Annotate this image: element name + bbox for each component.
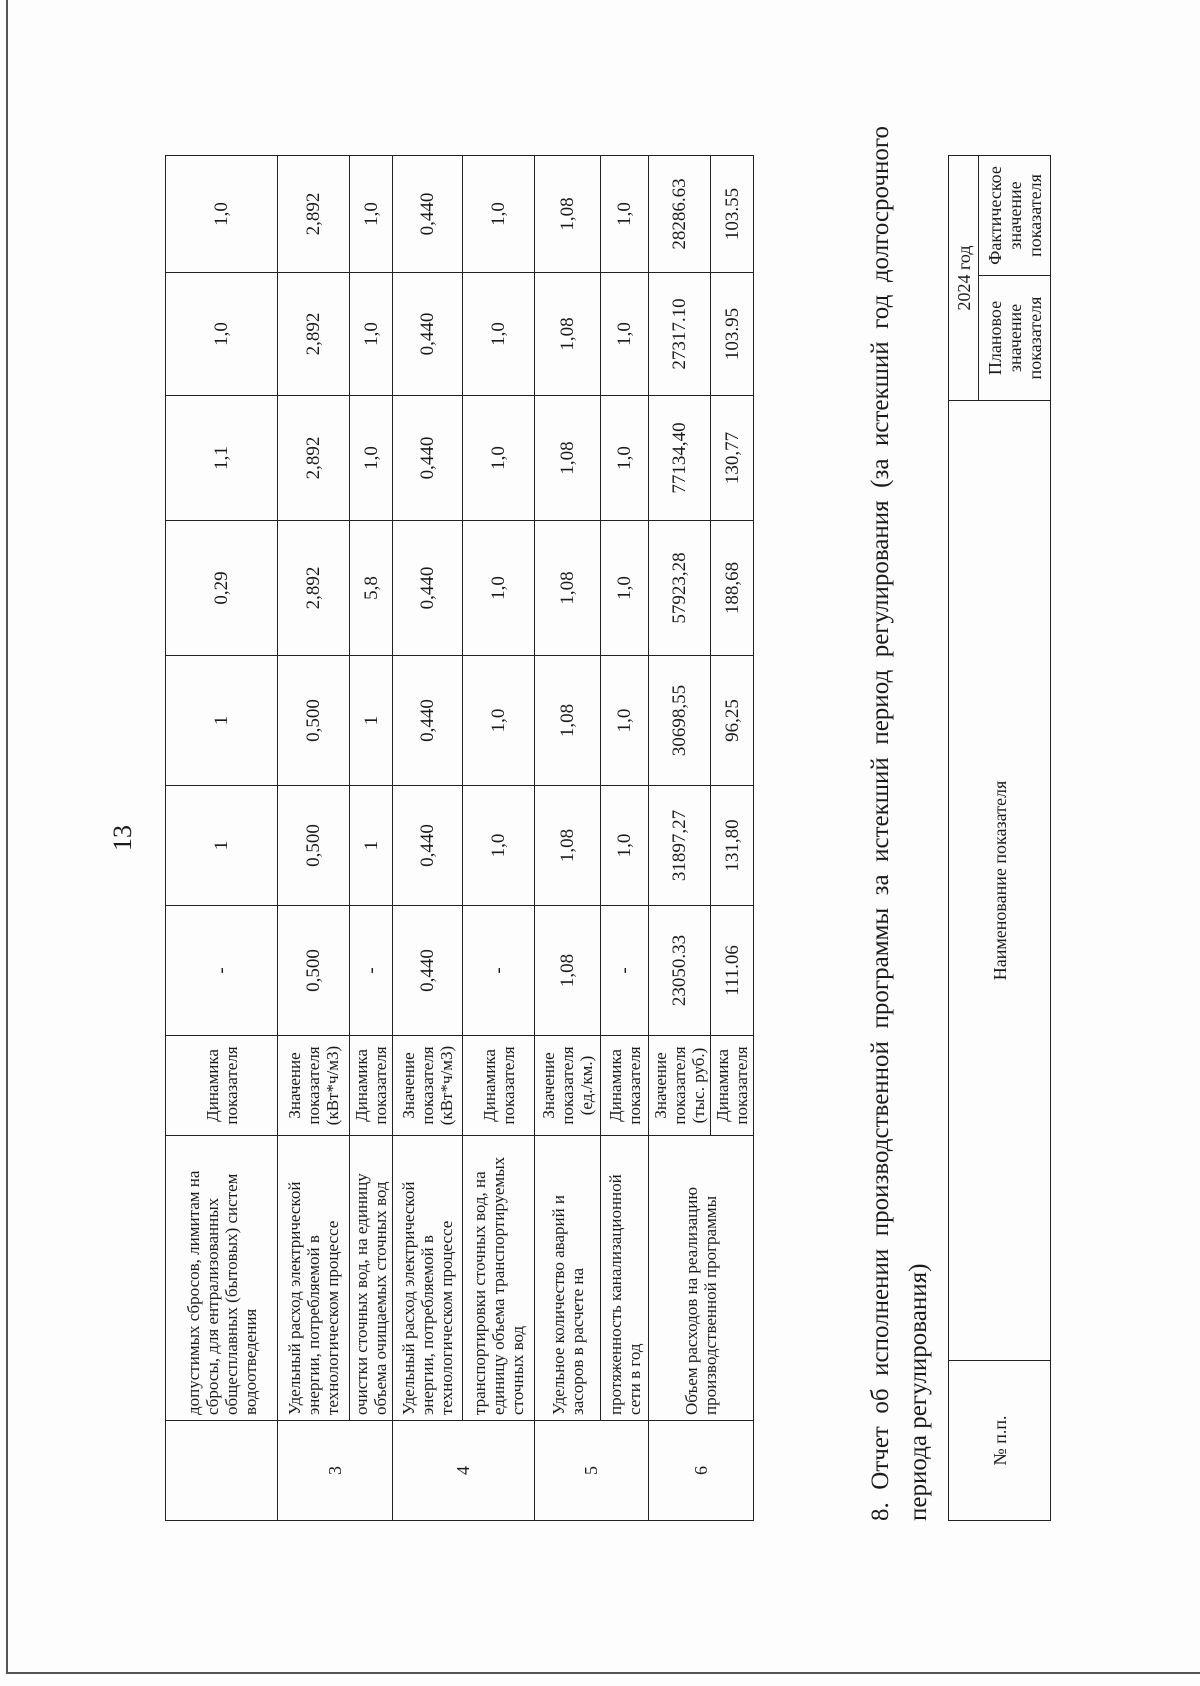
value-cell: 96,25: [711, 656, 754, 786]
value-cell: 2,892: [278, 521, 350, 656]
value-cell: 28286.63: [649, 156, 711, 273]
value-cell: 103.55: [711, 156, 754, 273]
indicator-name: Удельный расход электрической энергии, потребляемой в технологическом процессе: [278, 1136, 350, 1421]
indicator-name: допустимых сбросов, лимитам на сбросы, для ентрализованных общесплавных (бытовых) систем водоотведения: [166, 1136, 278, 1421]
indicator-name: Удельный расход электрической энергии, потребляемой в технологическом процессе: [393, 1136, 463, 1421]
value-cell: 131,80: [711, 786, 754, 906]
year-header: 2024 год: [949, 155, 979, 400]
value-cell: 77134,40: [649, 396, 711, 521]
page-number: 13: [108, 825, 137, 851]
value-cell: 0,440: [393, 521, 463, 656]
table-row: [463, 156, 535, 1521]
indicator-unit: Значение показателя (ед./км.): [535, 1036, 601, 1136]
indicator-name: транспортировки сточных вод, на единицу объема транспортируемых сточных вод: [463, 1136, 535, 1421]
value-cell: 31897,27: [649, 786, 711, 906]
value-cell: 1,0: [463, 396, 535, 521]
value-cell: 1,0: [463, 656, 535, 786]
indicator-unit: Значение показателя (кВт*ч/м3): [393, 1036, 463, 1136]
value-cell: 1,08: [535, 396, 601, 521]
planned-header: Плановое значение показателя: [979, 276, 1051, 401]
indicator-unit: Динамика показателя: [463, 1036, 535, 1136]
value-cell: 1,0: [166, 273, 278, 396]
value-cell: 1: [350, 656, 393, 786]
value-cell: 57923,28: [649, 521, 711, 656]
report-table-header: [948, 155, 1051, 1521]
value-cell: 1,0: [166, 156, 278, 273]
value-cell: 0,500: [278, 906, 350, 1036]
table-row: [601, 156, 649, 1521]
value-cell: 1,0: [601, 786, 649, 906]
table-row: [393, 156, 463, 1521]
value-cell: -: [350, 906, 393, 1036]
value-cell: 0,500: [278, 656, 350, 786]
value-cell: 1,0: [350, 156, 393, 273]
value-cell: 5,8: [350, 521, 393, 656]
value-cell: 1,0: [350, 273, 393, 396]
indicator-name: протяженность канализационной сети в год: [601, 1136, 649, 1421]
value-cell: 27317.10: [649, 273, 711, 396]
indicator-unit: Динамика показателя: [711, 1036, 754, 1136]
value-cell: 2,892: [278, 273, 350, 396]
indicator-unit: Динамика показателя: [601, 1036, 649, 1136]
value-cell: -: [463, 906, 535, 1036]
indicator-name: очистки сточных вод, на единицу объема очищаемых сточных вод: [350, 1136, 393, 1421]
row-number: [166, 1421, 278, 1521]
value-cell: 1,0: [463, 156, 535, 273]
value-cell: 1,0: [463, 521, 535, 656]
value-cell: 1,08: [535, 906, 601, 1036]
row-number: 5: [535, 1421, 649, 1521]
value-cell: 1,08: [535, 273, 601, 396]
section-heading: 8. Отчет об исполнении производственной программы за истекший период регулирования (за истекший год долгосрочного периода регулирования): [867, 126, 932, 1521]
value-cell: 0,29: [166, 521, 278, 656]
value-cell: 0,500: [278, 786, 350, 906]
value-cell: 23050.33: [649, 906, 711, 1036]
value-cell: 1,0: [350, 396, 393, 521]
value-cell: 0,440: [393, 906, 463, 1036]
value-cell: 111.06: [711, 906, 754, 1036]
col-name-header: Наименование показателя: [949, 401, 1051, 1361]
table-row: [166, 156, 278, 1521]
value-cell: 1,08: [535, 786, 601, 906]
value-cell: 1,08: [535, 156, 601, 273]
value-cell: 0,440: [393, 656, 463, 786]
table-row: [350, 156, 393, 1521]
value-cell: 1,0: [601, 656, 649, 786]
value-cell: 130,77: [711, 396, 754, 521]
value-cell: 188,68: [711, 521, 754, 656]
indicator-unit: Значение показателя (тыс. руб.): [649, 1036, 711, 1136]
indicator-name: Удельное количество аварий и засоров в расчете на: [535, 1136, 601, 1421]
row-number: 3: [278, 1421, 393, 1521]
table-row: [649, 156, 711, 1521]
indicator-name: Объем расходов на реализацию производственной программы: [649, 1136, 754, 1421]
value-cell: 103.95: [711, 273, 754, 396]
value-cell: 30698,55: [649, 656, 711, 786]
value-cell: -: [166, 906, 278, 1036]
row-number: 6: [649, 1421, 754, 1521]
value-cell: 1,0: [463, 786, 535, 906]
indicator-unit: Динамика показателя: [166, 1036, 278, 1136]
indicator-unit: Динамика показателя: [350, 1036, 393, 1136]
value-cell: 1,0: [601, 396, 649, 521]
value-cell: 1: [350, 786, 393, 906]
value-cell: 2,892: [278, 156, 350, 273]
row-number: 4: [393, 1421, 535, 1521]
table-row: [535, 156, 601, 1521]
value-cell: 0,440: [393, 786, 463, 906]
value-cell: 0,440: [393, 156, 463, 273]
value-cell: -: [601, 906, 649, 1036]
value-cell: 1,0: [601, 273, 649, 396]
value-cell: 1,0: [601, 156, 649, 273]
actual-header: Фактическое значение показателя: [979, 155, 1051, 275]
value-cell: 1,1: [166, 396, 278, 521]
col-num-header: № п.п.: [949, 1361, 1051, 1521]
indicators-table: [165, 155, 754, 1521]
value-cell: 1: [166, 786, 278, 906]
value-cell: 0,440: [393, 273, 463, 396]
table-row: [278, 156, 350, 1521]
value-cell: 2,892: [278, 396, 350, 521]
value-cell: 1,0: [601, 521, 649, 656]
indicator-unit: Значение показателя (кВт*ч/м3): [278, 1036, 350, 1136]
value-cell: 1,08: [535, 521, 601, 656]
value-cell: 1: [166, 656, 278, 786]
value-cell: 0,440: [393, 396, 463, 521]
value-cell: 1,08: [535, 656, 601, 786]
value-cell: 1,0: [463, 273, 535, 396]
